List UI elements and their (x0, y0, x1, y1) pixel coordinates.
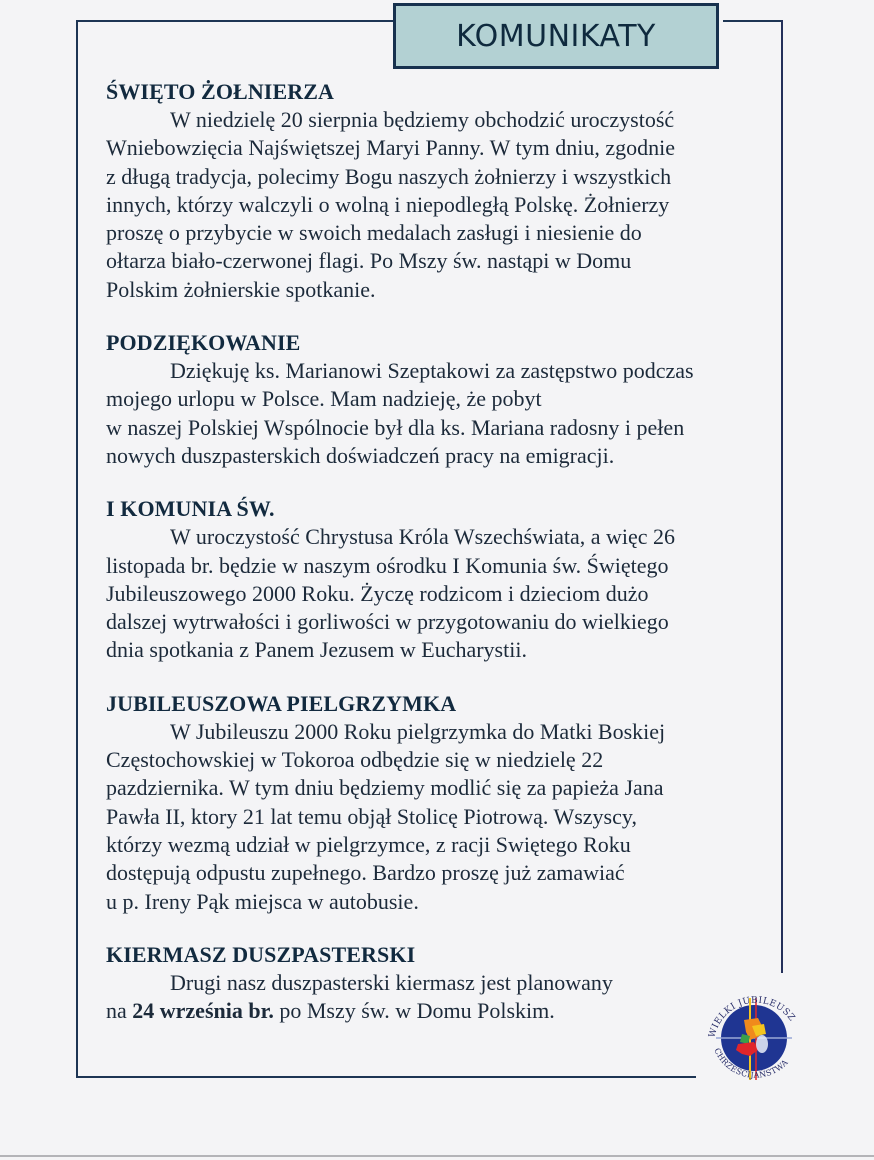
section-heading: PODZIĘKOWANIE (106, 330, 301, 356)
announcements-content (106, 78, 786, 1050)
frame-border-left (76, 20, 78, 1077)
text-line: Drugi nasz duszpasterski kiermasz jest planowany (170, 969, 613, 995)
fair-date: 24 września br. (132, 998, 274, 1024)
text-line: z długą tradycja, polecimy Bogu naszych żołnierzy i wszystkich (106, 163, 672, 189)
frame-border-top-left (76, 20, 394, 22)
section-first-communion (106, 495, 786, 664)
text-line (106, 997, 786, 1025)
jubilee-2000-emblem-icon (692, 982, 816, 1090)
text-line: dnia spotkania z Panem Jezusem w Eucharystii. (106, 637, 527, 663)
section-heading: KIERMASZ DUSZPASTERSKI (106, 941, 416, 967)
text-line: proszę o przybycie w swoich medalach zasługi i niesienie do (106, 220, 642, 246)
frame-border-bottom (76, 1076, 696, 1078)
text-fragment: na (106, 998, 133, 1024)
text-line: u p. Ireny Pąk miejsca w autobusie. (106, 888, 419, 914)
text-line: W niedzielę 20 sierpnia będziemy obchodzić uroczystość (170, 107, 675, 132)
text-line: Dziękuję ks. Marianowi Szeptakowi za zastępstwo podczas (170, 358, 694, 384)
text-line: W Jubileuszu 2000 Roku pielgrzymka do Matki Boskiej (170, 718, 666, 744)
text-line: Częstochowskiej w Tokoroa odbędzie się w niedzielę 22 (106, 747, 604, 773)
text-line: innych, którzy walczyli o wolną i niepodległą Polskę. Żołnierzy (106, 191, 670, 217)
emblem-light (756, 1035, 768, 1053)
section-parish-fair (106, 941, 786, 1026)
title-box (393, 3, 719, 69)
text-line: którzy wezmą udział w pielgrzymce, z racji Swiętego Roku (106, 831, 631, 857)
section-heading: JUBILEUSZOWA PIELGRZYMKA (106, 690, 457, 716)
text-line: listopada br. będzie w naszym ośrodku I Komunia św. Świętego (106, 552, 669, 578)
emblem-text-top: WIELKI JUBILEUSZ (707, 995, 797, 1039)
text-line: w naszej Polskiej Wspólnocie był dla ks. Mariana radosny i pełen (106, 414, 685, 440)
emblem-text-bottom: CHRZEŚCIJAŃSTWA (712, 1046, 790, 1080)
text-line: dostępują odpustu zupełnego. Bardzo proszę już zamawiać (106, 860, 625, 886)
text-line: mojego urlopu w Polsce. Mam nadzieję, że pobyt (106, 386, 542, 412)
section-body (106, 718, 786, 916)
section-heading: ŚWIĘTO ŻOŁNIERZA (106, 79, 334, 104)
text-line: W uroczystość Chrystusa Króla Wszechświata, a więc 26 (170, 524, 676, 550)
section-jubilee-pilgrimage (106, 690, 786, 916)
text-line: Pawła II, ktory 21 lat temu objął Stolicę Piotrową. Wszyscy, (106, 803, 637, 829)
section-thanks (106, 329, 786, 470)
frame-border-top-right (723, 20, 783, 22)
text-fragment: po Mszy św. w Domu Polskim. (273, 998, 555, 1024)
section-body (106, 106, 786, 304)
section-body (106, 523, 786, 664)
text-line: Jubileuszowego 2000 Roku. Życzę rodzicom i dzieciom dużo (106, 580, 649, 606)
text-line: Wniebowzięcia Najświętszej Maryi Panny. W tym dniu, zgodnie (106, 135, 676, 161)
text-line: pazdziernika. W tym dniu będziemy modlić się za papieża Jana (106, 775, 664, 801)
page-edge-line (0, 1155, 874, 1157)
text-line: dalszej wytrwałości i gorliwości w przygotowaniu do wielkiego (106, 609, 669, 635)
section-body (106, 969, 786, 1026)
section-soldiers-day (106, 78, 786, 304)
section-body (106, 357, 786, 470)
section-heading: I KOMUNIA ŚW. (106, 496, 275, 522)
text-line: Polskim żołnierskie spotkanie. (106, 276, 376, 302)
text-line: nowych duszpasterskich doświadczeń pracy na emigracji. (106, 442, 615, 468)
text-line: ołtarza biało-czerwonej flagi. Po Mszy św. nastąpi w Domu (106, 248, 632, 274)
page-title: KOMUNIKATY (456, 18, 656, 54)
